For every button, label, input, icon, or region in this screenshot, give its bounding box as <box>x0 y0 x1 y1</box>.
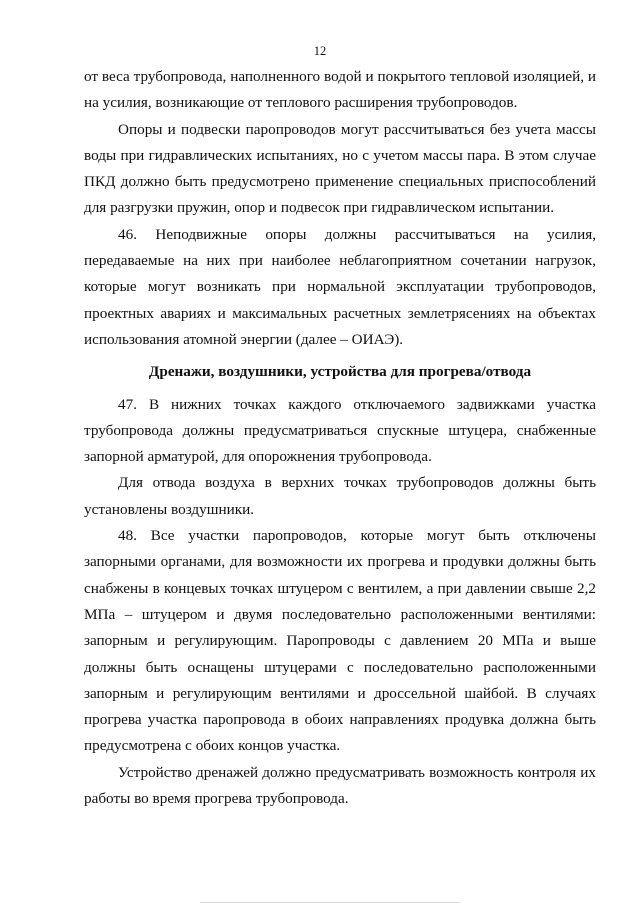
paragraph-item-48: 48. Все участки паропроводов, которые могут быть отключены запорными органами, для возможности их прогрева и продувки должны быть снабжены в концевых точках штуцером с вентилем, а при давлении свыше 2,2 МПа – штуцером и двумя последовательно расположенными вентилями: запорным и регулирующим. Паропроводы с давлением 20 МПа и выше должны быть оснащены штуцерами с последовательно расположенными запорным и регулирующим вентилями и дроссельной шайбой. В случаях прогрева участка паропровода в обоих направлениях продувка должна быть предусмотрена с обоих концов участка. <box>84 527 596 755</box>
paragraph-drain-control: Устройство дренажей должно предусматривать возможность контроля их работы во время прогрева трубопровода. <box>84 763 596 808</box>
scan-edge-line <box>200 902 460 903</box>
paragraph-air-vents: Для отвода воздуха в верхних точках трубопроводов должны быть установлены воздушники. <box>84 474 596 518</box>
paragraph-item-47: 47. В нижних точках каждого отключаемого задвижками участка трубопровода должны предусматриваться спускные штуцера, снабженные запорной арматурой, для опорожнения трубопровода. <box>84 395 596 466</box>
document-body <box>84 64 596 812</box>
paragraph-supports-loads: Опоры и подвески паропроводов могут рассчитываться без учета массы воды при гидравлических испытаниях, но с учетом массы пара. В этом случае ПКД должно быть предусмотрено применение специальных приспособлений для разгрузки пружин, опор и подвесок при гидравлическом испытании. <box>84 120 596 217</box>
paragraph-continuation: от веса трубопровода, наполненного водой и покрытого тепловой изоляцией, и на усилия, возникающие от теплового расширения трубопроводов. <box>84 68 596 112</box>
section-heading: Дренажи, воздушники, устройства для прогрева/отвода <box>148 363 532 381</box>
paragraph-item-46: 46. Неподвижные опоры должны рассчитываться на усилия, передаваемые на них при наиболее неблагоприятном сочетании нагрузок, которые могут возникать при нормальной эксплуатации трубопроводов, проектных авариях и максимальных расчетных землетрясениях на объектах использования атомной энергии (далее – ОИАЭ). <box>84 225 596 348</box>
page-number: 12 <box>313 44 327 58</box>
